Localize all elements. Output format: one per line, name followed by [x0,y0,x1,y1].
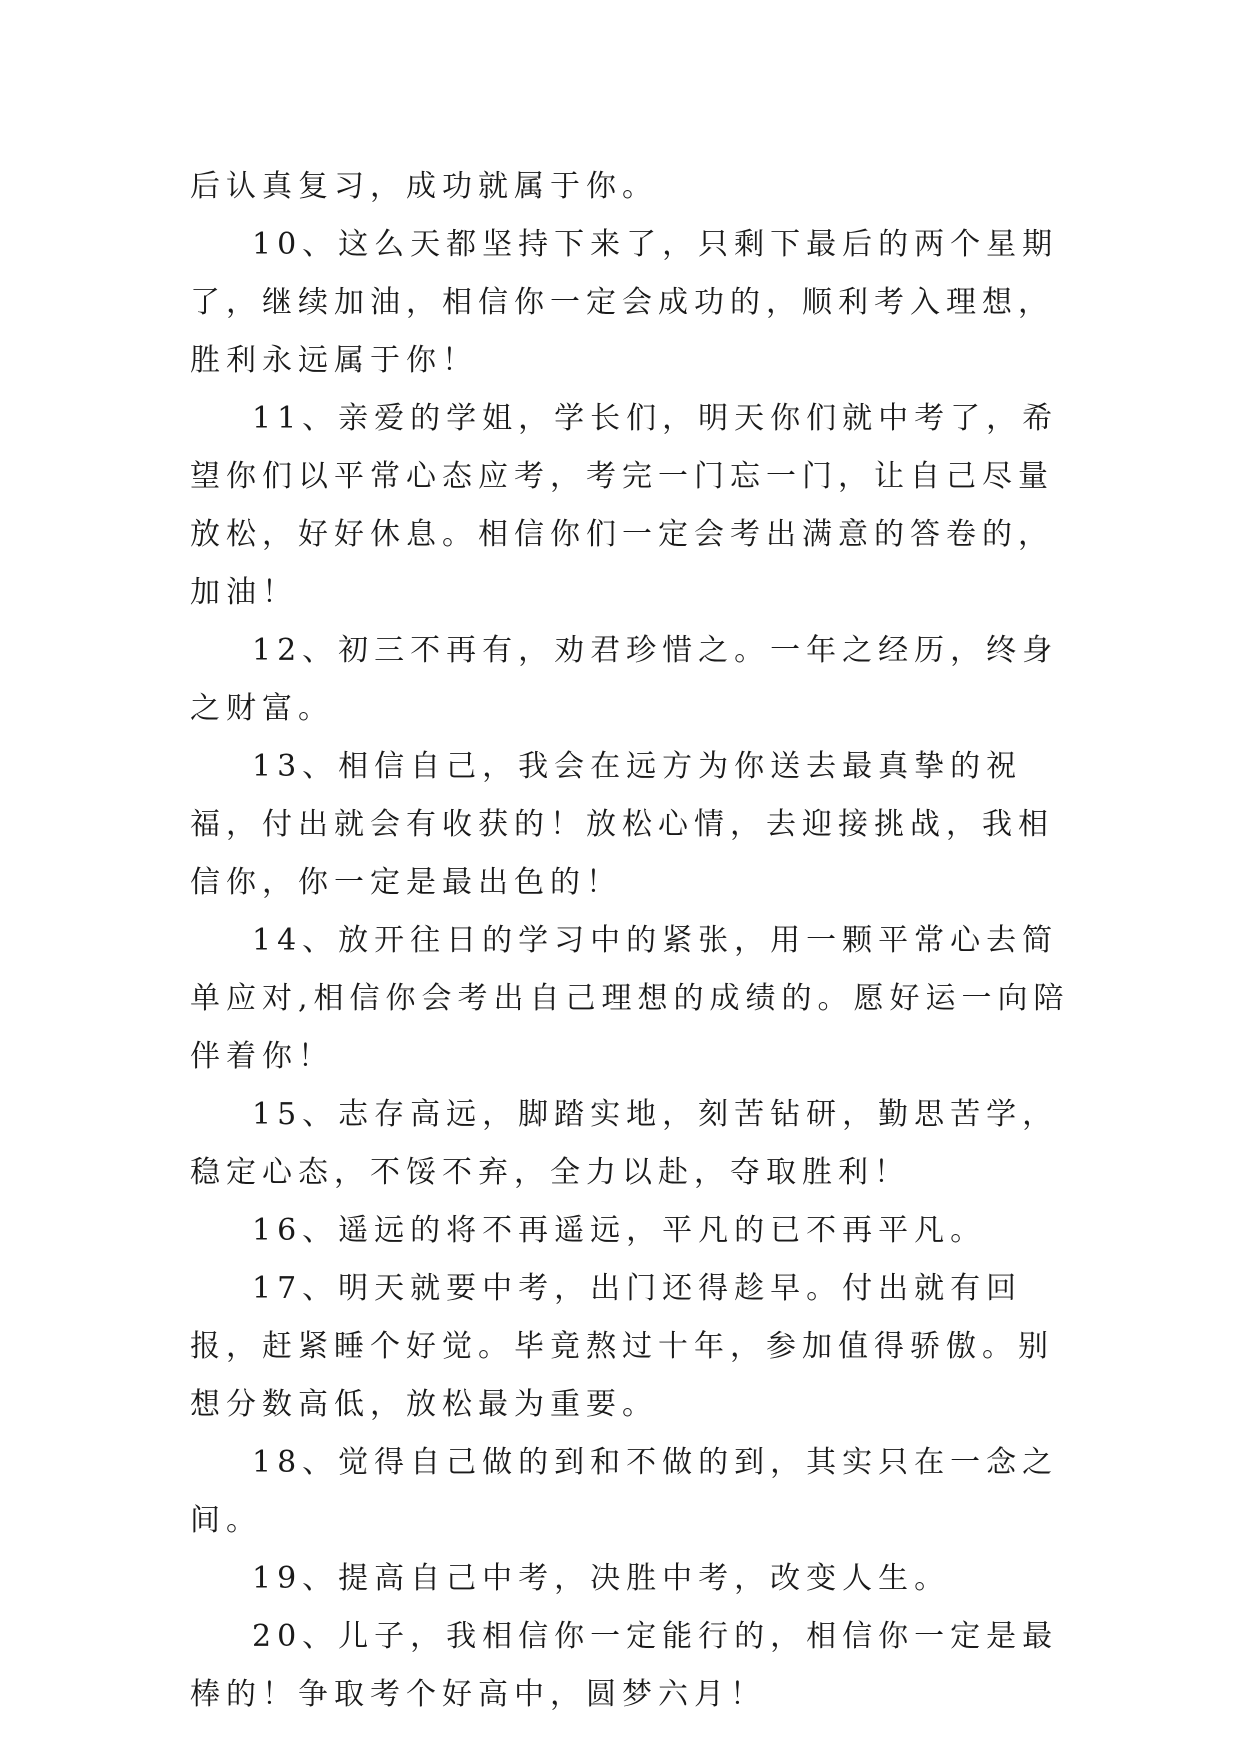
paragraph-15: 15、志存高远，脚踏实地，刻苦钻研，勤思苦学，稳定心态，不馁不弃，全力以赴，夺取胜利！ [190,1097,1059,1190]
paragraph-10: 10、这么天都坚持下来了，只剩下最后的两个星期了，继续加油，相信你一定会成功的，顺利考入理想，胜利永远属于你！ [190,227,1059,378]
paragraph-13: 13、相信自己，我会在远方为你送去最真挚的祝福，付出就会有收获的！放松心情，去迎接挑战，我相信你，你一定是最出色的！ [190,749,1054,900]
paragraph-continuation: 后认真复习，成功就属于你。 [190,169,658,204]
paragraph-12: 12、初三不再有，劝君珍惜之。一年之经历，终身之财富。 [190,633,1059,726]
paragraph-14: 14、放开往日的学习中的紧张，用一颗平常心去简单应对,相信你会考出自己理想的成绩的。愿好运一向陪伴着你！ [190,923,1070,1074]
paragraph-17: 17、明天就要中考，出门还得趁早。付出就有回报，赶紧睡个好觉。毕竟熬过十年，参加值得骄傲。别想分数高低，放松最为重要。 [190,1271,1054,1422]
document-body [190,158,1070,1724]
paragraph-18: 18、觉得自己做的到和不做的到，其实只在一念之间。 [190,1445,1059,1538]
paragraph-19: 19、提高自己中考，决胜中考，改变人生。 [252,1561,951,1596]
paragraph-11: 11、亲爱的学姐，学长们，明天你们就中考了，希望你们以平常心态应考，考完一门忘一门，让自己尽量放松，好好休息。相信你们一定会考出满意的答卷的，加油！ [190,401,1059,610]
paragraph-20: 20、儿子，我相信你一定能行的，相信你一定是最棒的！争取考个好高中，圆梦六月！ [190,1619,1059,1712]
paragraph-16: 16、遥远的将不再遥远，平凡的已不再平凡。 [252,1213,987,1248]
